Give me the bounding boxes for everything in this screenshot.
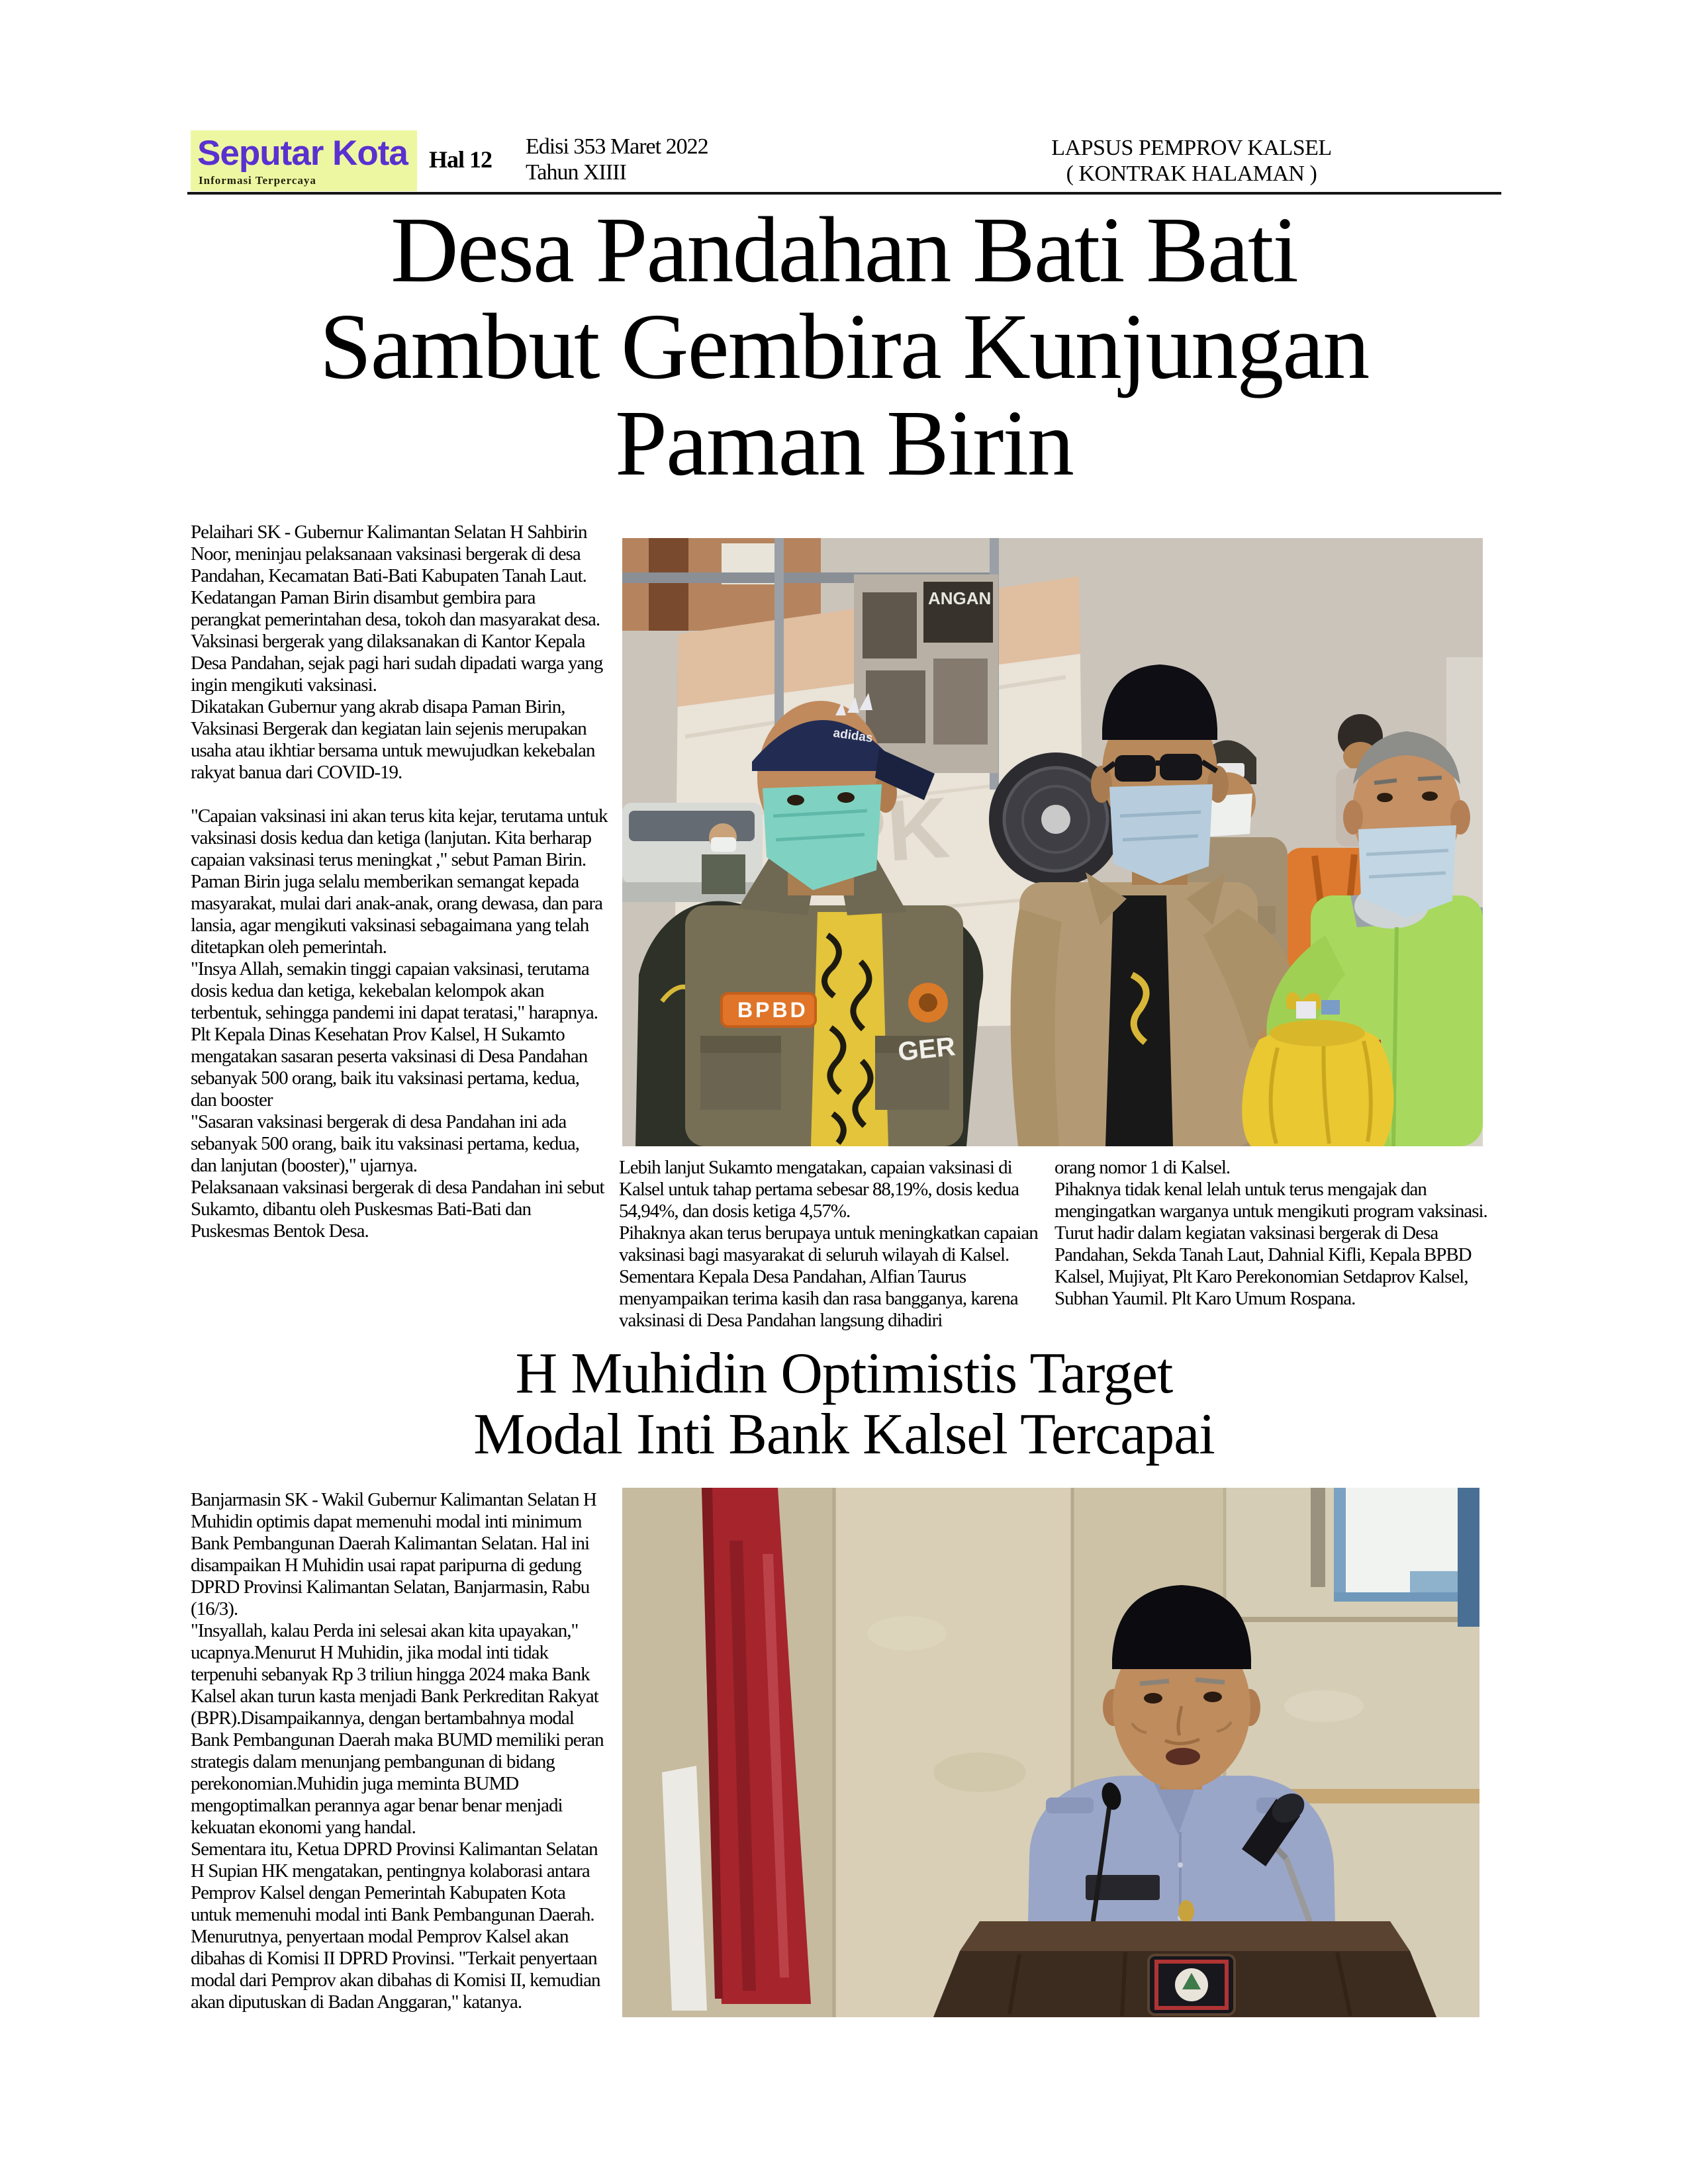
paragraph: Pihaknya akan terus berupaya untuk meningkatkan capaian vaksinasi bagi masyarakat di seluruh wilayah di Kalsel. <box>619 1222 1038 1265</box>
paragraph: Pelaksanaan vaksinasi bergerak di desa Pandahan ini sebut Sukamto, dibantu oleh Puskesmas Bati-Bati dan Puskesmas Bentok Desa. <box>191 1177 604 1242</box>
paragraph: Turut hadir dalam kegiatan vaksinasi bergerak di Desa Pandahan, Sekda Tanah Laut, Dahnial Kifli, Kepala BPBD Kalsel, Mujiyat, Plt Karo Perekonomian Setdaprov Kalsel, Subhan Yaumil. Plt Karo Umum Rospana. <box>1055 1222 1472 1309</box>
paragraph: "Insya Allah, semakin tinggi capaian vaksinasi, terutama dosis kedua dan ketiga, kekebalan kelompok akan terbentuk, sehingga pandemi ini dapat teratasi," harapnya. <box>191 958 598 1023</box>
photo-vaccination-event <box>622 538 1483 1146</box>
paragraph: Pelaihari SK - Gubernur Kalimantan Selatan H Sahbirin Noor, meninjau pelaksanaan vaksinasi bergerak di desa Pandahan, Kecamatan Bati-Bati Kabupaten Tanah Laut. <box>191 522 587 586</box>
section-line2: ( KONTRAK HALAMAN ) <box>1066 161 1317 186</box>
edition-line2: Tahun XIIII <box>526 160 626 185</box>
paragraph: "Insyallah, kalau Perda ini selesai akan kita upayakan," ucapnya.Menurut H Muhidin, jika modal inti tidak terpenuhi sebanyak Rp 3 triliun hingga 2024 maka Bank Kalsel akan turun kasta menjadi Bank Perkreditan Rakyat (BPR).Disampaikannya, dengan bertambahnya modal Bank Pembangunan Daerah maka BUMD memiliki peran strategis dalam menunjang pembangunan di bidang perekonomian.Muhidin juga meminta BUMD mengoptimalkan perannya agar benar benar menjadi kekuatan ekonomi yang handal. <box>191 1620 604 1838</box>
article1-middle-column <box>619 1157 1049 1332</box>
headline-line: Desa Pandahan Bati Bati <box>391 197 1297 302</box>
photo-podium-illustration <box>622 1488 1479 2017</box>
headline-line: Paman Birin <box>615 390 1073 495</box>
article2-headline <box>265 1343 1423 1465</box>
masthead-logo-tagline: Informasi Terpercaya <box>199 174 316 187</box>
cap-brand-text: adidas <box>832 726 874 746</box>
paragraph: Lebih lanjut Sukamto mengatakan, capaian vaksinasi di Kalsel untuk tahap pertama sebesar 88,19%, dosis kedua 54,94%, dan dosis ketiga 4,57%. <box>619 1157 1019 1222</box>
paragraph: Pihaknya tidak kenal lelah untuk terus mengajak dan mengingatkan warganya untuk mengikuti program vaksinasi. <box>1055 1179 1487 1222</box>
paragraph: Paman Birin juga selalu memberikan semangat kepada masyarakat, mulai dari anak-anak, orang dewasa, dan para lansia, agar mengikuti vaksinasi sebagaimana yang telah ditetapkan oleh pemerintah. <box>191 871 602 958</box>
paragraph: "Capaian vaksinasi ini akan terus kita kejar, terutama untuk vaksinasi dosis kedua dan ketiga (lanjutan. Kita berharap capaian vaksinasi terus meningkat ," sebut Paman Birin. <box>191 805 608 870</box>
edition-line1: Edisi 353 Maret 2022 <box>526 134 708 159</box>
paragraph: Plt Kepala Dinas Kesehatan Prov Kalsel, H Sukamto mengatakan sasaran peserta vaksinasi di Desa Pandahan sebanyak 500 orang, baik itu vaksinasi pertama, kedua, dan booster <box>191 1024 588 1111</box>
section-line1: LAPSUS PEMPROV KALSEL <box>1051 136 1332 160</box>
paragraph: orang nomor 1 di Kalsel. <box>1055 1157 1231 1178</box>
article1-right-column <box>1055 1157 1491 1310</box>
masthead-logo-title: Seputar Kota <box>197 134 408 173</box>
banner-text: ANGAN <box>928 588 992 608</box>
paragraph: Dikatakan Gubernur yang akrab disapa Paman Birin, Vaksinasi Bergerak dan kegiatan lain sejenis merupakan usaha atau ikhtiar bersama untuk mewujudkan kekebalan rakyat banua dari COVID-19. <box>191 696 595 783</box>
paragraph: "Sasaran vaksinasi bergerak di desa Pandahan ini ada sebanyak 500 orang, baik itu vaksinasi pertama, kedua, dan lanjutan (booster)," ujarnya. <box>191 1111 580 1176</box>
paragraph: Sementara Kepala Desa Pandahan, Alfian Taurus menyampaikan terima kasih dan rasa bangganya, karena vaksinasi di Desa Pandahan langsung dihadiri <box>619 1266 1018 1331</box>
article1-headline <box>192 197 1496 495</box>
article2-column <box>191 1489 609 2013</box>
headline-line: Sambut Gembira Kunjungan <box>319 294 1369 398</box>
photo-podium-speech <box>622 1488 1479 2017</box>
paragraph: Kedatangan Paman Birin disambut gembira para perangkat pemerintahan desa, tokoh dan masyarakat desa. <box>191 587 600 630</box>
page-number-label: Hal 12 <box>429 146 492 173</box>
photo-vaccination-illustration <box>622 538 1483 1146</box>
headline-line: H Muhidin Optimistis Target <box>515 1342 1173 1406</box>
section-info <box>980 135 1403 187</box>
shirt-text: GER <box>896 1032 957 1067</box>
masthead-rule <box>187 192 1501 195</box>
headline-line: Modal Inti Bank Kalsel Tercapai <box>473 1402 1215 1467</box>
edition-info <box>526 134 708 185</box>
article1-left-column <box>191 522 609 1242</box>
masthead-logo-box <box>191 130 417 191</box>
paragraph: Vaksinasi bergerak yang dilaksanakan di Kantor Kepala Desa Pandahan, sejak pagi hari sudah dipadati warga yang ingin mengikuti vaksinasi. <box>191 631 603 696</box>
paragraph: Banjarmasin SK - Wakil Gubernur Kalimantan Selatan H Muhidin optimis dapat memenuhi modal inti minimum Bank Pembangunan Daerah Kalimantan Selatan. Hal ini disampaikan H Muhidin usai rapat paripurna di gedung DPRD Provinsi Kalimantan Selatan, Banjarmasin, Rabu (16/3). <box>191 1489 596 1619</box>
podium <box>933 1921 1436 2017</box>
bpbd-patch-text: BPBD <box>737 998 808 1022</box>
paragraph: Sementara itu, Ketua DPRD Provinsi Kalimantan Selatan H Supian HK mengatakan, pentingnya kolaborasi antara Pemprov Kalsel dengan Pemerintah Kabupaten Kota untuk memenuhi modal inti Bank Pembangunan Daerah. Menurutnya, penyertaan modal Pemprov Kalsel akan dibahas di Komisi II DPRD Provinsi. "Terkait penyertaan modal dari Pemprov akan dibahas di Komisi II, kemudian akan diputuskan di Badan Anggaran," katanya. <box>191 1839 600 2013</box>
